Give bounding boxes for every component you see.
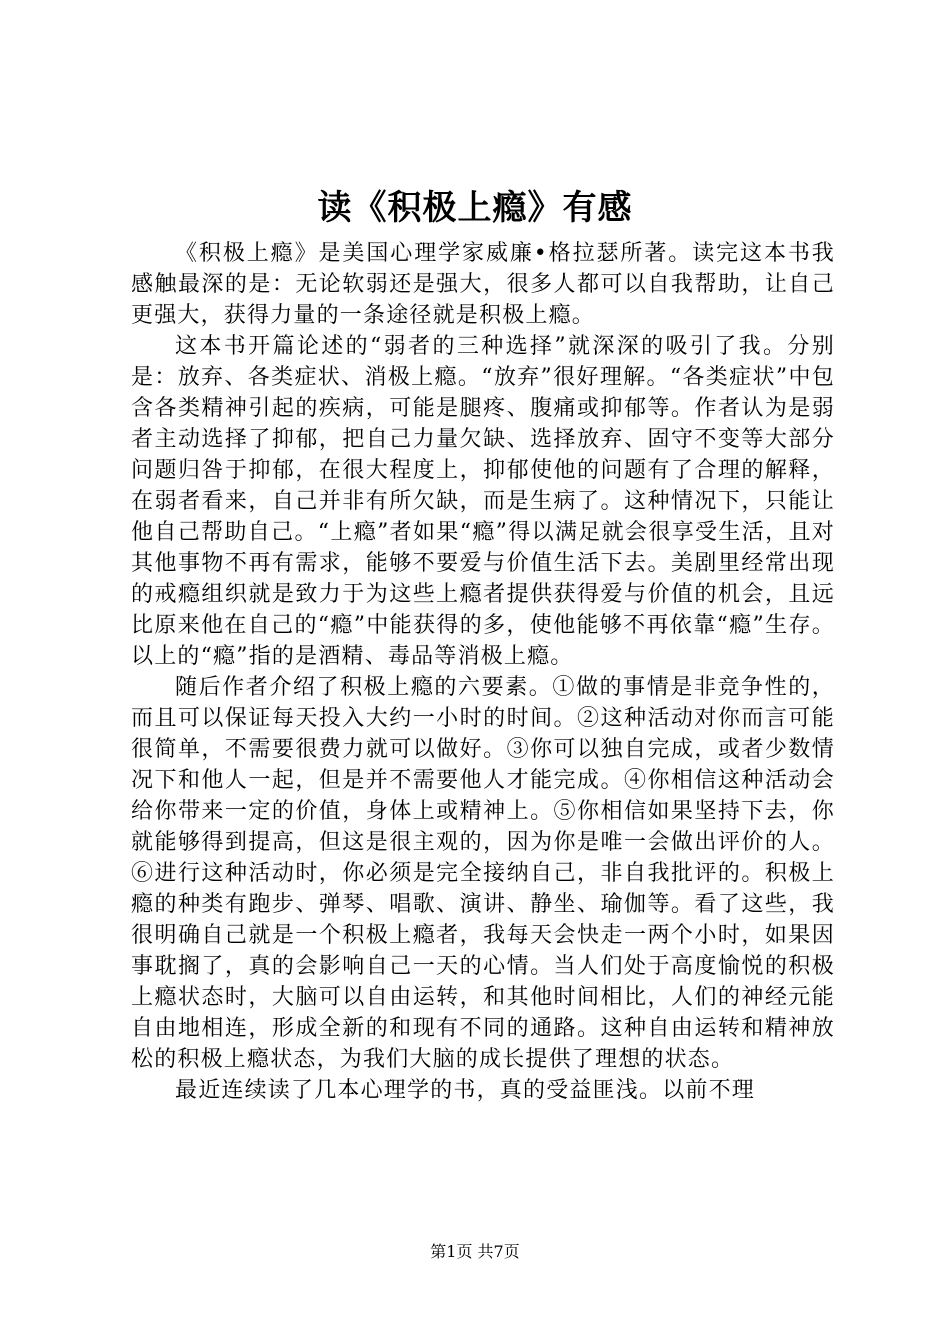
paragraph: 最近连续读了几本心理学的书，真的受益匪浅。以前不理 bbox=[175, 1078, 756, 1103]
paragraph: 这本书开篇论述的“弱者的三种选择”就深深的吸引了我。分别是：放弃、各类症状、消极上瘾。“放弃”很好理解。“各类症状”中包含各类精神引起的疾病，可能是腿疼、腹痛或抑郁等。作者认为是弱者主动选择了抑郁，把自己力量欠缺、选择放弃、固守不变等大部分问题归咎于抑郁，在很大程度上，抑郁使他的问题有了合理的解释，在弱者看来，自己并非有所欠缺，而是生病了。这种情况下，只能让他自己帮助自己。“上瘾”者如果“瘾”得以满足就会很享受生活，且对其他事物不再有需求，能够不要爱与价值生活下去。美剧里经常出现的戒瘾组织就是致力于为这些上瘾者提供获得爱与价值的机会，且远比原来他在自己的“瘾”中能获得的多，使他能够不再依靠“瘾”生存。以上的“瘾”指的是酒精、毒品等消极上瘾。 bbox=[131, 334, 835, 669]
document-body bbox=[131, 238, 835, 1106]
paragraph: 《积极上瘾》是美国心理学家威廉•格拉瑟所著。读完这本书我感触最深的是：无论软弱还是强大，很多人都可以自我帮助，让自己更强大，获得力量的一条途径就是积极上瘾。 bbox=[131, 241, 835, 328]
page-number-footer: 第1页 共7页 bbox=[430, 1242, 520, 1261]
document-title: 读《积极上瘾》有感 bbox=[317, 188, 633, 228]
paragraph: 随后作者介绍了积极上瘾的六要素。①做的事情是非竞争性的，而且可以保证每天投入大约一小时的时间。②这种活动对你而言可能很简单，不需要很费力就可以做好。③你可以独自完成，或者少数情况下和他人一起，但是并不需要他人才能完成。④你相信这种活动会给你带来一定的价值，身体上或精神上。⑤你相信如果坚持下去，你就能够得到提高，但这是很主观的，因为你是唯一会做出评价的人。⑥进行这种活动时，你必须是完全接纳自己，非自我批评的。积极上瘾的种类有跑步、弹琴、唱歌、演讲、静坐、瑜伽等。看了这些，我很明确自己就是一个积极上瘾者，我每天会快走一两个小时，如果因事耽搁了，真的会影响自己一天的心情。当人们处于高度愉悦的积极上瘾状态时，大脑可以自由运转，和其他时间相比，人们的神经元能自由地相连，形成全新的和现有不同的通路。这种自由运转和精神放松的积极上瘾状态，为我们大脑的成长提供了理想的状态。 bbox=[131, 675, 835, 1072]
